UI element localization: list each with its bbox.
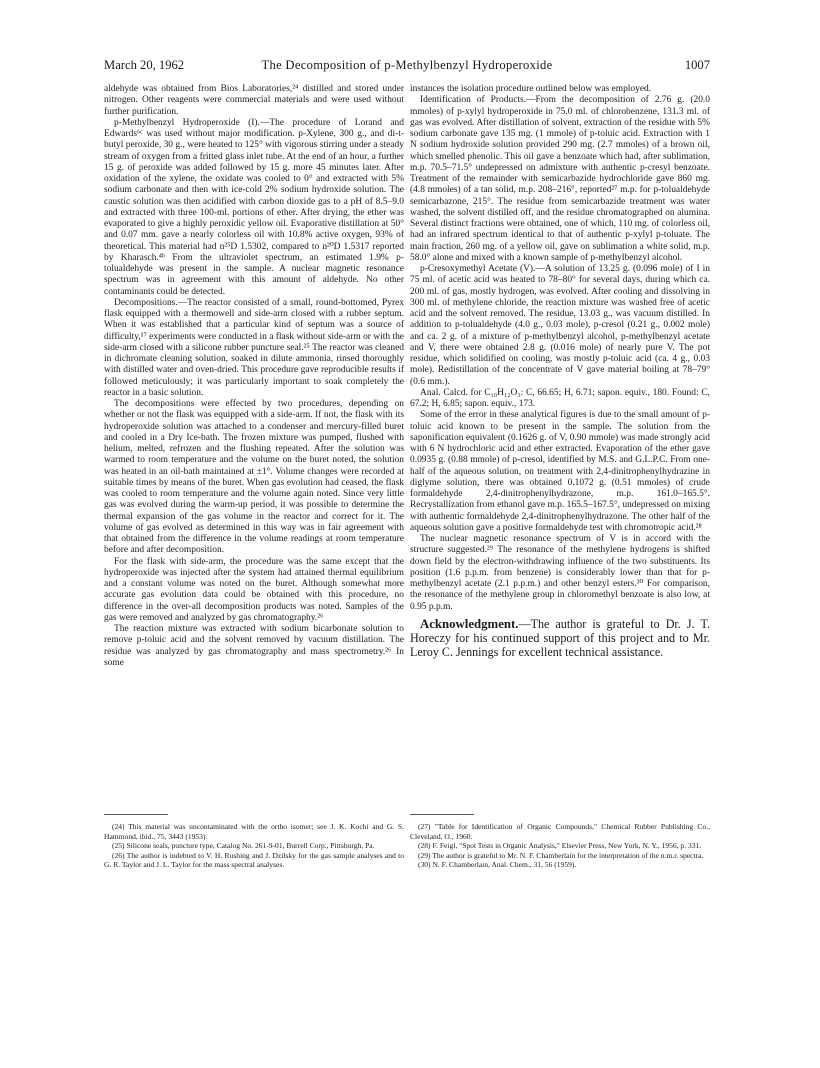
paragraph: p-Cresoxymethyl Acetate (V).—A solution of 13.25 g. (0.096 mole) of I in 75 ml. of acetic acid was heated to 78–80° for several days, during which ca. 200 ml. of gas, mostly hydrogen, was evolved. After cooling and dissolving in 300 ml. of methylene chloride, the reaction mixture was washed free of acetic acid and the solvent removed. The residue, 13.03 g., was vacuum distilled. In addition to p-tolualdehyde (4.0 g., 0.03 mole), p-cresol (0.21 g., 0.002 mole) and ca. 2 g. of a mixture of p-methylbenzyl alcohol, p-methylbenzyl acetate and V, there were obtained 2.8 g. (0.016 mole) of nearly pure V. The pot residue, which solidified on cooling, was mostly p-toluic acid (ca. 4 g., 0.03 mole). Redistillation of the concentrate of V gave material boiling at 78–79° (0.6 mm.).: [410, 264, 710, 387]
paragraph: The reaction mixture was extracted with sodium bicarbonate solution to remove p-toluic acid and the solvent removed by vacuum distillation. The residue was analyzed by gas chromatography and mass spectrometry.²⁶ In some: [104, 624, 404, 668]
acknowledgment-text: —The author is grateful to Dr. J. T. Horeczy for his continued support of this project and to Mr. Leroy C. Jennings for excellent technical assistance.: [410, 616, 710, 660]
footnote: (27) "Table for Identification of Organic Compounds," Chemical Rubber Publishing Co., Cleveland, O., 1960.: [410, 822, 710, 841]
footnote: (28) F. Feigl, "Spot Tests in Organic Analysis," Elsevier Press, New York, N. Y., 1956, p. 331.: [418, 841, 702, 851]
paragraph: The decompositions were effected by two procedures, depending on whether or not the flask was equipped with a side-arm. If not, the flask with its hydroperoxide solution was attached to a condenser and mercury-filled buret and cooled in a Dry Ice-bath. The frozen mixture was pumped, flushed with helium, melted, refrozen and the flushing repeated. After the solution was warmed to room temperature and the volume on the buret noted, the solution was heated in an oil-bath maintained at ±1°. Volume changes were recorded at suitable times by means of the buret. When gas evolution had ceased, the flask was cooled to room temperature and the volume again noted. Since very little gas was evolved during the warm-up period, it was possible to determine the thermal expansion of the gas volume in the reactor and correct for it. The volume of gas evolved as determined in this way was in fair agreement with that obtained from the difference in the volume readings at room temperature before and after decomposition.: [104, 399, 404, 556]
paragraph: aldehyde was obtained from Bios Laboratories,²⁴ distilled and stored under nitrogen. Other reagents were commercial materials and were used without further purification.: [104, 84, 404, 117]
footnotes-right: [410, 822, 710, 870]
footnote: (29) The author is grateful to Mr. N. F. Chamberlain for the interpretation of the n.m.r. spectra.: [418, 850, 704, 860]
paragraph: Some of the error in these analytical figures is due to the small amount of p-toluic acid known to be present in the sample. The solution from the saponification equivalent (0.1626 g. of V, 0.90 mmole) was made strongly acid with 6 N hydrochloric acid and ether extracted. Evaporation of the ether gave 0.0935 g. (0.88 mmole) of p-cresol, identified by M.S. and G.L.P.C. From one-half of the aqueous solution, on treatment with 2,4-dinitrophenylhydrazine in diglyme solution, there was obtained 0.1072 g. (0.51 mmoles) of crude formaldehyde 2,4-dinitrophenylhydrazone, m.p. 161.0–165.5°. Recrystallization from ethanol gave m.p. 165.5–167.5°, undepressed on mixing with authentic formaldehyde 2,4-dinitrophenylhydrazone. The other half of the aqueous solution gave a positive formaldehyde test with chromotropic acid.²⁸: [410, 410, 710, 533]
acknowledgment-heading: Acknowledgment.: [420, 616, 519, 631]
acknowledgment: [410, 617, 710, 660]
right-column: [410, 84, 710, 659]
paragraph: p-Methylbenzyl Hydroperoxide (I).—The procedure of Lorand and Edwards⁶ᶜ was used without major modification. p-Xylene, 300 g., and di-t-butyl peroxide, 30 g., were heated to 125° with vigorous stirring under a steady stream of oxygen from a fritted glass inlet tube. At the end of an hour, a further 15 g. of peroxide was added followed by 15 g. more 45 minutes later. After oxidation of the xylene, the oxidate was cooled to 0° and extracted with 5% sodium carbonate and then with ice-cold 2% sodium hydroxide solution. The caustic solution was then acidified with carbon dioxide gas to a pH of 8.5–9.0 and extracted with three 100-ml. portions of ether. After drying, the ether was evaporated to give a highly peroxidic yellow oil. Evaporative distillation at 50° and 0.07 mm. gave a nearly colorless oil with 10.8% active oxygen, 93% of theoretical. This material had n²⁵D 1.5302, compared to n²⁰D 1.5317 reported by Kharasch.⁴ᵇ From the ultraviolet spectrum, an estimated 1.9% p-tolualdehyde was present in the sample. A nuclear magnetic resonance spectrum was in agreement with this amount of aldehyde. No other contaminants could be detected.: [104, 117, 404, 297]
footnotes-left: [104, 822, 404, 870]
footnote-rule: [104, 814, 168, 815]
page-number: 1007: [684, 58, 710, 72]
paragraph: Identification of Products.—From the decomposition of 2.76 g. (20.0 mmoles) of p-xylyl hydroperoxide in 75.0 ml. of chlorobenzene, 131.3 ml. of gas was evolved. After distillation of solvent, extraction of the residue with 5% sodium carbonate gave 135 mg. (1 mmole) of p-toluic acid. Extraction with 1 N sodium hydroxide solution provided 290 mg. (2.7 mmoles) of a brown oil, which smelled phenolic. This oil gave a benzoate which had, after sublimation, m.p. 70.5–71.5° undepressed on admixture with authentic p-cresyl benzoate. Treatment of the remainder with semicarbazide hydrochloride gave 860 mg. (4.8 mmoles) of a tan solid, m.p. 208–216°, reported²⁷ m.p. for p-tolualdehyde semicarbazone, 215°. The residue from semicarbazide treatment was water washed, the solvent distilled off, and the residue chromatographed on alumina. Several distinct fractions were obtained, one of which, 110 mg. of colorless oil, had an infrared spectrum identical to that of authentic p-xylyl p-toluate. The main fraction, 260 mg. of a yellow oil, gave on sublimation a white solid, m.p. 58.0° alone and mixed with a known sample of p-methylbenzyl alcohol.: [410, 95, 710, 263]
paragraph: Decompositions.—The reactor consisted of a small, round-bottomed, Pyrex flask equipped with a thermowell and side-arm closed with a rubber septum. When it was established that a particular kind of septum was a source of difficulty,¹⁷ experiments were conducted in a flask without side-arm or with the side-arm closed with a silicone rubber puncture seal.²⁵ The reactor was cleaned in dichromate cleaning solution, soaked in dilute ammonia, rinsed thoroughly with distilled water and oven-dried. This procedure gave reproducible results if followed meticulously; it was particularly important to soak completely the reactor in a basic solution.: [104, 297, 404, 398]
paragraph: The nuclear magnetic resonance spectrum of V is in accord with the structure suggested.²⁹ The resonance of the methylene hydrogens is shifted down field by the electron-withdrawing influence of the two substituents. Its position (1.6 p.p.m. from benzene) is considerably lower than that for p-methylbenzyl acetate (2.1 p.p.m.) and other benzyl esters.³⁰ For comparison, the resonance of the methylene group in chloromethyl benzoate is also low, at 0.95 p.p.m.: [410, 534, 710, 612]
footnote-rule: [410, 814, 474, 815]
header-date: March 20, 1962: [104, 58, 185, 72]
paragraph: For the flask with side-arm, the procedure was the same except that the hydroperoxide was injected after the system had attained thermal equilibrium and a constant volume was noted on the buret. Although somewhat more accurate gas evolution data could be obtained with this procedure, no difference in the over-all decomposition products was noted. Samples of the gas were removed and analyzed by gas chromatography.²⁶: [104, 556, 404, 623]
left-column: [104, 84, 404, 669]
footnote: (30) N. F. Chamberlain, Anal. Chem., 31, 56 (1959).: [418, 860, 577, 870]
footnote: (25) Silicone seals, puncture type, Catalog No. 261-9-01, Burrell Corp., Pittsburgh, Pa.: [112, 841, 375, 851]
paragraph: Anal. Calcd. for C₁₀H₁₂O₃: C, 66.65; H, 6.71; sapon. equiv., 180. Found: C, 67.2; H, 6.85; sapon. equiv., 173.: [410, 387, 710, 409]
paragraph: instances the isolation procedure outlined below was employed.: [410, 84, 652, 94]
footnote: (24) This material was uncontaminated with the ortho isomer; see J. K. Kochi and G. S. Hammond, ibid., 75, 3443 (1953).: [104, 822, 404, 841]
running-header: [104, 58, 710, 74]
footnote: (26) The author is indebted to V. H. Rushing and J. Dzilsky for the gas sample analyses and to G. R. Taylor and J. L. Taylor for the mass spectral analyses.: [104, 850, 404, 870]
header-title: The Decomposition of p-Methylbenzyl Hydroperoxide: [261, 58, 553, 72]
